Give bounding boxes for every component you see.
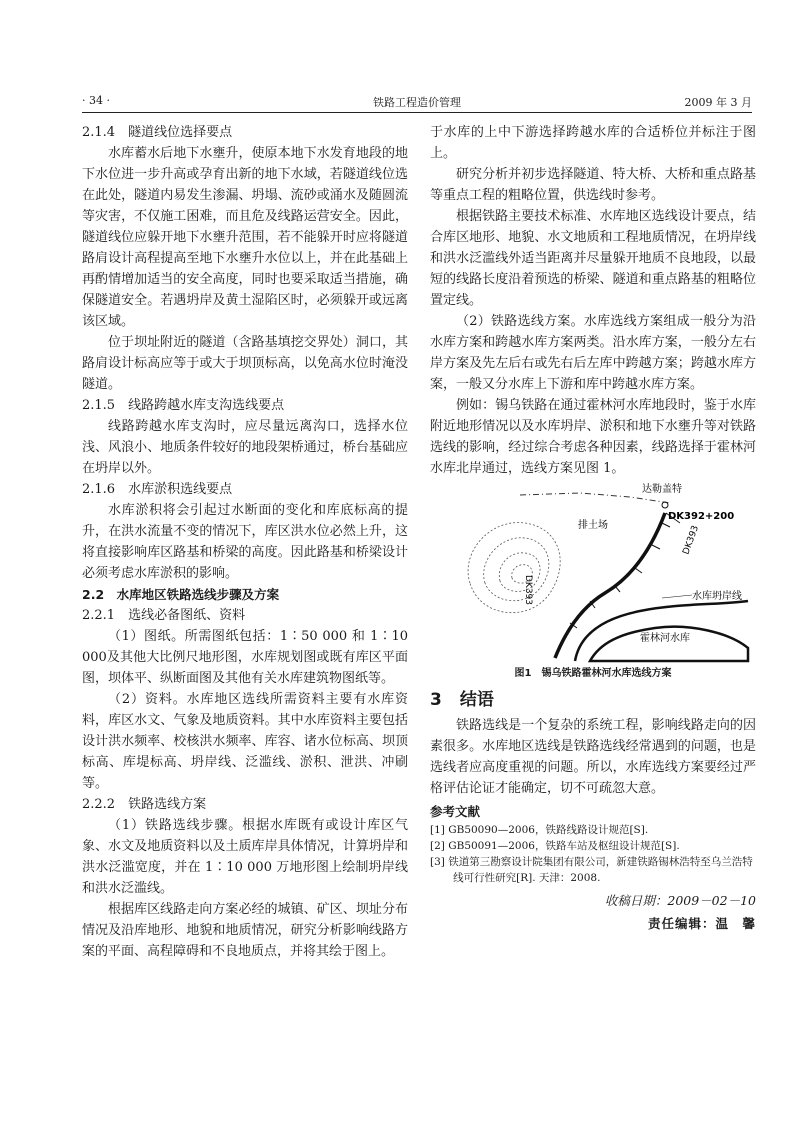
- contour-1: [468, 523, 560, 613]
- section-3-para-1: 铁路选线是一个复杂的系统工程，影响线路走向的因素很多。水库地区选线是铁路选线经常遇到的问题，也是选线者应高度重视的问题。所以，水库选线方案要经过严格评估论证才能确定，切不可疏忽大意。: [430, 718, 756, 796]
- label-bank: 水库坍岸线: [692, 591, 742, 602]
- received-date: 收稿日期：2009－02－10: [604, 893, 756, 908]
- label-dump: 排土场: [578, 520, 608, 531]
- responsible-editor: 责任编辑：温 馨: [647, 916, 756, 931]
- route-map-drawing: [430, 483, 756, 665]
- references-title: 参考文献: [430, 804, 481, 819]
- section-2-1-4-para-1: 水库蓄水后地下水壅升，使原本地下水发育地段的地下水位进一步升高或孕育出新的地下水域，若隧道线位选在此处，隧道内易发生渗漏、坍塌、流砂或涌水及随圆流等灾害，不仅施工困难，而且危及线路运营安全。因此，隧道线位应躲开地下水壅升范围，若不能躲开时应将隧道路肩设计高程提高至地下水壅升水位以上，并在此基础上再酌情增加适当的安全高度，同时也要采取适当措施，确保隧道安全。若遇坍岸及黄土湿陷区时，必须躲开或远离该区域。: [82, 146, 408, 329]
- section-3-title: 结语: [459, 690, 494, 710]
- section-2-2-title: 2.2 水库地区铁路选线步骤及方案: [82, 587, 280, 602]
- issue-date: 2009 年 3 月: [684, 96, 752, 109]
- label-station: DK392+200: [668, 511, 735, 522]
- section-2-1-5-para-1: 线路跨越水库支沟时，应尽量远离沟口，选择水位浅、风浪小、地质条件较好的地段架桥通过，桥台基础应在坍岸以外。: [82, 419, 408, 476]
- section-3-number: 3: [430, 690, 442, 710]
- section-2-1-5-title: 2.1.5 线路跨越水库支沟选线要点: [82, 398, 285, 413]
- section-2-2-1-para-2: （2）资料。水库地区选线所需资料主要有水库资料，库区水文、气象及地质资料。其中水库资料主要包括设计洪水频率、校核洪水频率、库容、诸水位标高、坝顶标高、库堤标高、坍岸线、泛滥线、淤积、泄洪、冲刷等。: [82, 692, 408, 791]
- section-2-1-4-title: 2.1.4 隧道线位选择要点: [82, 125, 233, 140]
- label-km-1: DK393: [523, 575, 533, 606]
- journal-title: 铁路工程造价管理: [373, 96, 461, 109]
- label-reservoir: 霍林河水库: [640, 633, 690, 644]
- section-3-heading: [430, 687, 756, 713]
- section-2-1-4-para-2: 位于坝址附近的隧道（含路基填挖交界处）洞口，其路肩设计标高应等于或大于坝顶标高，以免高水位时淹没隧道。: [82, 335, 408, 392]
- right-para-4: （2）铁路选线方案。水库选线方案组成一般分为沿水库方案和跨越水库方案两类。沿水库方案，一般分左右岸方案及先左后右或先右后左库中跨越方案；跨越水库方案，一般又分水库上下游和库中跨越水库方案。: [430, 314, 756, 392]
- section-2-1-6-title: 2.1.6 水库淤积选线要点: [82, 482, 233, 497]
- right-para-5: 例如：锡乌铁路在通过霍林河水库地段时，鉴于水库附近地形情况以及水库坍岸、淤积和地下水壅升等对铁路选线的影响，经过综合考虑各种因素，线路选择于霍林河水库北岸通过，选线方案见图 1。: [430, 398, 756, 476]
- right-para-2: 研究分析并初步选择隧道、特大桥、大桥和重点路基等重点工程的粗略位置，供选线时参考。: [430, 167, 756, 203]
- section-2-2-2-para-2: 根据库区线路走向方案必经的城镇、矿区、坝址分布情况及沿库地形、地貌和地质情况，研究分析影响线路方案的平面、高程障碍和不良地质点，并将其绘于图上。: [82, 902, 408, 959]
- label-village: 达勒盖特: [642, 484, 682, 495]
- section-2-2-1-title: 2.2.1 选线必备图纸、资料: [82, 608, 246, 623]
- reservoir-bank-line: [575, 601, 748, 661]
- figure-1-route-map: [430, 483, 756, 665]
- right-para-1: 于水库的上中下游选择跨越水库的合适桥位并标注于图上。: [430, 125, 756, 161]
- section-2-1-6-para-1: 水库淤积将会引起过水断面的变化和库底标高的提升，在洪水流量不变的情况下，库区洪水位必然上升，这将直接影响库区路基和桥梁的高度。因此路基和桥梁设计必须考虑水库淤积的影响。: [82, 503, 408, 581]
- bank-leader: [662, 595, 692, 598]
- section-2-2-1-para-1: （1）图纸。所需图纸包括：1∶50 000 和 1∶10 000及其他大比例尺地形图，水库规划图或既有库区平面图，坝体平、纵断面图及其他有关水库建筑物图纸等。: [82, 629, 408, 686]
- reference-3: [3] 铁道第三勘察设计院集团有限公司，新建铁路锡林浩特至乌兰浩特线可行性研究[R]. 天津：2008.: [430, 856, 753, 884]
- label-km-2: DK393: [681, 524, 702, 557]
- running-header: [82, 92, 752, 113]
- section-2-2-2-para-1: （1）铁路选线步骤。根据水库既有或设计库区气象、水文及地质资料以及土质库岸具体情况，计算坍岸和洪水泛滥宽度，并在 1∶10 000 万地形图上绘制坍岸线和洪水泛滥线。: [82, 818, 408, 896]
- figure-1-caption: 图1 锡乌铁路霍林河水库选线方案: [514, 668, 672, 679]
- page-number: · 34 ·: [82, 94, 110, 107]
- right-para-3: 根据铁路主要技术标准、水库地区选线设计要点，结合库区地形、地貌、水文地质和工程地质情况，在坍岸线和洪水泛滥线外适当距离并尽量躲开地质不良地段，以最短的线路长度沿着预选的桥梁、隧道和重点路基的粗略位置定线。: [430, 209, 756, 308]
- village-marker: [662, 502, 668, 508]
- reference-2: [2] GB50091—2006，铁路车站及枢纽设计规范[S].: [430, 840, 680, 852]
- section-2-2-2-title: 2.2.2 铁路选线方案: [82, 797, 207, 812]
- left-column: [82, 122, 408, 962]
- reference-1: [1] GB50090—2006，铁路线路设计规范[S].: [430, 824, 649, 836]
- right-column: [430, 122, 756, 934]
